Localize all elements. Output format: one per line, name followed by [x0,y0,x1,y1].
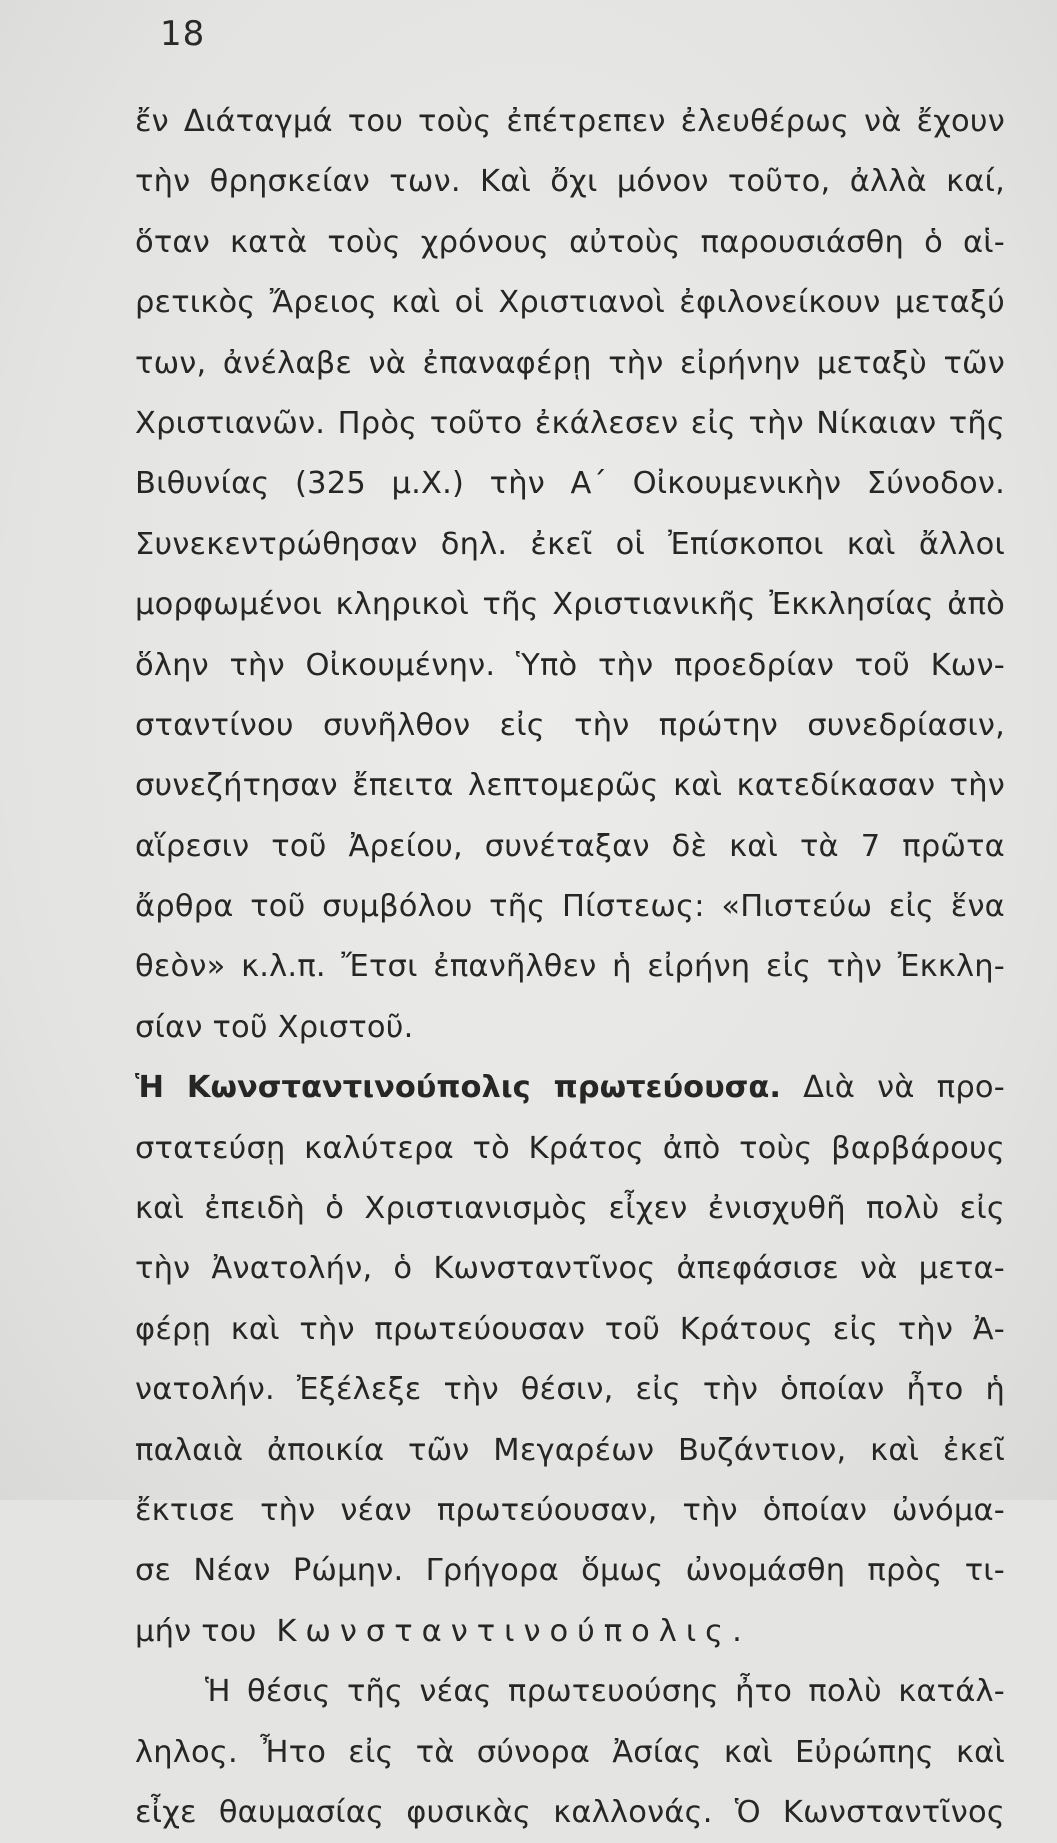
text-line: Ἡ θέσις τῆς νέας πρωτευούσης ἦτο πολὺ κατάλ- [205,1674,1005,1710]
text-line: παλαιὰ ἀποικία τῶν Μεγαρέων Βυζάντιον, καὶ ἐκεῖ [135,1432,1005,1468]
text-line: φέρῃ καὶ τὴν πρωτεύουσαν τοῦ Κράτους εἰς τὴν Ἀ- [135,1311,1005,1347]
text-line: στατεύσῃ καλύτερα τὸ Κράτος ἀπὸ τοὺς βαρβάρους [135,1130,1005,1166]
text-line: ἔκτισε τὴν νέαν πρωτεύουσαν, τὴν ὁποίαν ὠνόμα- [135,1492,1005,1528]
text-line: μορφωμένοι κληρικοὶ τῆς Χριστιανικῆς Ἐκκλησίας ἀπὸ [135,587,1005,623]
text-line: καὶ ἐπειδὴ ὁ Χριστιανισμὸς εἶχεν ἐνισχυθῆ πολὺ εἰς [135,1191,1005,1227]
section-first-line [135,1058,1005,1118]
text-line: ληλος. Ἦτο εἰς τὰ σύνορα Ἀσίας καὶ Εὐρώπης καὶ [135,1734,1005,1770]
text-line: των, ἀνέλαβε νὰ ἐπαναφέρῃ τὴν εἰρήνην μεταξὺ τῶν [135,345,1005,381]
section-first-line-rest: Διὰ νὰ προ- [803,1070,1005,1106]
text-line: τὴν θρησκείαν των. Καὶ ὄχι μόνον τοῦτο, ἀλλὰ καί, [135,164,1005,200]
page-number: 18 [160,14,206,54]
section-heading: Ἡ Κωνσταντινούπολις πρωτεύουσα. [135,1070,781,1106]
text-line: αἵρεσιν τοῦ Ἀρείου, συνέταξαν δὲ καὶ τὰ 7 πρῶτα [135,828,1005,864]
text-line: ρετικὸς Ἄρειος καὶ οἱ Χριστιανοὶ ἐφιλονείκουν μεταξύ [135,285,1005,321]
text-line: Χριστιανῶν. Πρὸς τοῦτο ἐκάλεσεν εἰς τὴν Νίκαιαν τῆς [135,405,1005,441]
text-line: τὴν Ἀνατολήν, ὁ Κωνσταντῖνος ἀπεφάσισε νὰ μετα- [135,1251,1005,1287]
text-line: εἶχε θαυμασίας φυσικὰς καλλονάς. Ὁ Κωνσταντῖνος [135,1794,1005,1830]
text-line: ὅταν κατὰ τοὺς χρόνους αὐτοὺς παρουσιάσθη ὁ αἱ- [135,224,1005,260]
section-last-line [135,1602,1005,1662]
text-line: θεὸν» κ.λ.π. Ἔτσι ἐπανῆλθεν ἡ εἰρήνη εἰς τὴν Ἐκκλη- [135,949,1005,985]
spaced-city-name: Κωνσταντινούπολις. [276,1613,751,1649]
text-line: συνεζήτησαν ἔπειτα λεπτομερῶς καὶ κατεδίκασαν τὴν [135,768,1005,804]
text-line: σίαν τοῦ Χριστοῦ. [135,1009,414,1045]
text-line: νατολήν. Ἐξέλεξε τὴν θέσιν, εἰς τὴν ὁποίαν ἦτο ἡ [135,1372,1005,1408]
text-line: σταντίνου συνῆλθον εἰς τὴν πρώτην συνεδρίασιν, [135,707,1005,743]
text-line: Βιθυνίας (325 μ.Χ.) τὴν Α΄ Οἰκουμενικὴν Σύνοδον. [135,466,1005,502]
text-line: Συνεκεντρώθησαν δηλ. ἐκεῖ οἱ Ἐπίσκοποι καὶ ἄλλοι [135,526,1005,562]
text-line: σε Νέαν Ρώμην. Γρήγορα ὅμως ὠνομάσθη πρὸς τι- [135,1553,1005,1589]
text-line: ἄρθρα τοῦ συμβόλου τῆς Πίστεως: «Πιστεύω εἰς ἕνα [135,889,1005,925]
text-line: ἔν Διάταγμά του τοὺς ἐπέτρεπεν ἐλευθέρως νὰ ἔχουν [135,104,1005,139]
section-last-line-prefix: μήν του [135,1613,257,1649]
text-line: ὅλην τὴν Οἰκουμένην. Ὑπὸ τὴν προεδρίαν τοῦ Κων- [135,647,1005,683]
body-text [135,92,1005,1843]
